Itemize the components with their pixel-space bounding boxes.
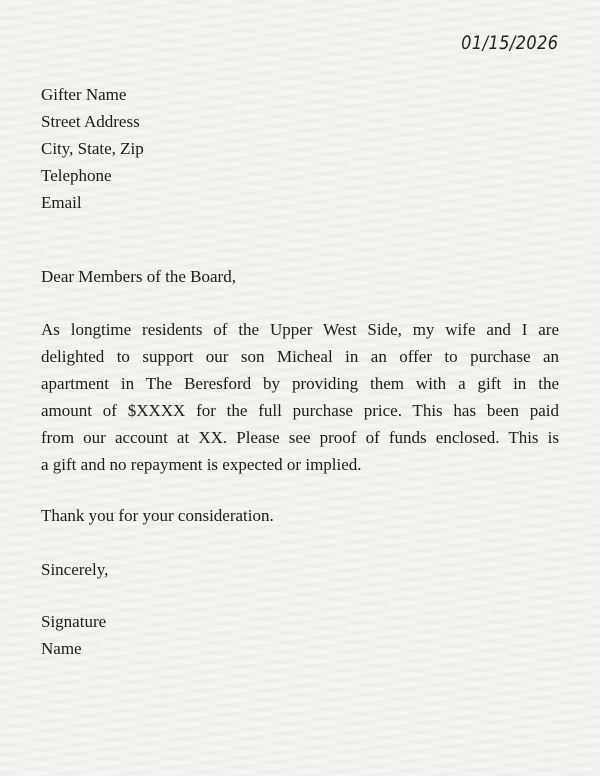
body-line: delighted to support our son Micheal in an offer to purchase an bbox=[41, 347, 559, 366]
closing: Sincerely, bbox=[41, 560, 109, 579]
sender-address-block bbox=[41, 81, 559, 216]
sender-telephone: Telephone bbox=[41, 166, 112, 185]
body-paragraph bbox=[41, 316, 559, 478]
body-line: a gift and no repayment is expected or implied. bbox=[41, 455, 362, 474]
signature: Signature bbox=[41, 612, 107, 631]
body-line: As longtime residents of the Upper West Side, my wife and I are bbox=[41, 320, 559, 339]
body-line: apartment in The Beresford by providing them with a gift in the bbox=[41, 374, 559, 393]
signature-block bbox=[41, 608, 559, 662]
sender-street: Street Address bbox=[41, 112, 140, 131]
salutation: Dear Members of the Board, bbox=[41, 267, 236, 286]
sender-name: Gifter Name bbox=[41, 85, 127, 104]
letter-date: 01/15/2026 bbox=[461, 32, 559, 54]
signer-name: Name bbox=[41, 639, 82, 658]
sender-city-state-zip: City, State, Zip bbox=[41, 139, 144, 158]
body-line: amount of $XXXX for the full purchase price. This has been paid bbox=[41, 401, 559, 420]
sender-email: Email bbox=[41, 193, 82, 212]
thanks-line: Thank you for your consideration. bbox=[41, 506, 274, 525]
body-line: from our account at XX. Please see proof of funds enclosed. This is bbox=[41, 428, 559, 447]
